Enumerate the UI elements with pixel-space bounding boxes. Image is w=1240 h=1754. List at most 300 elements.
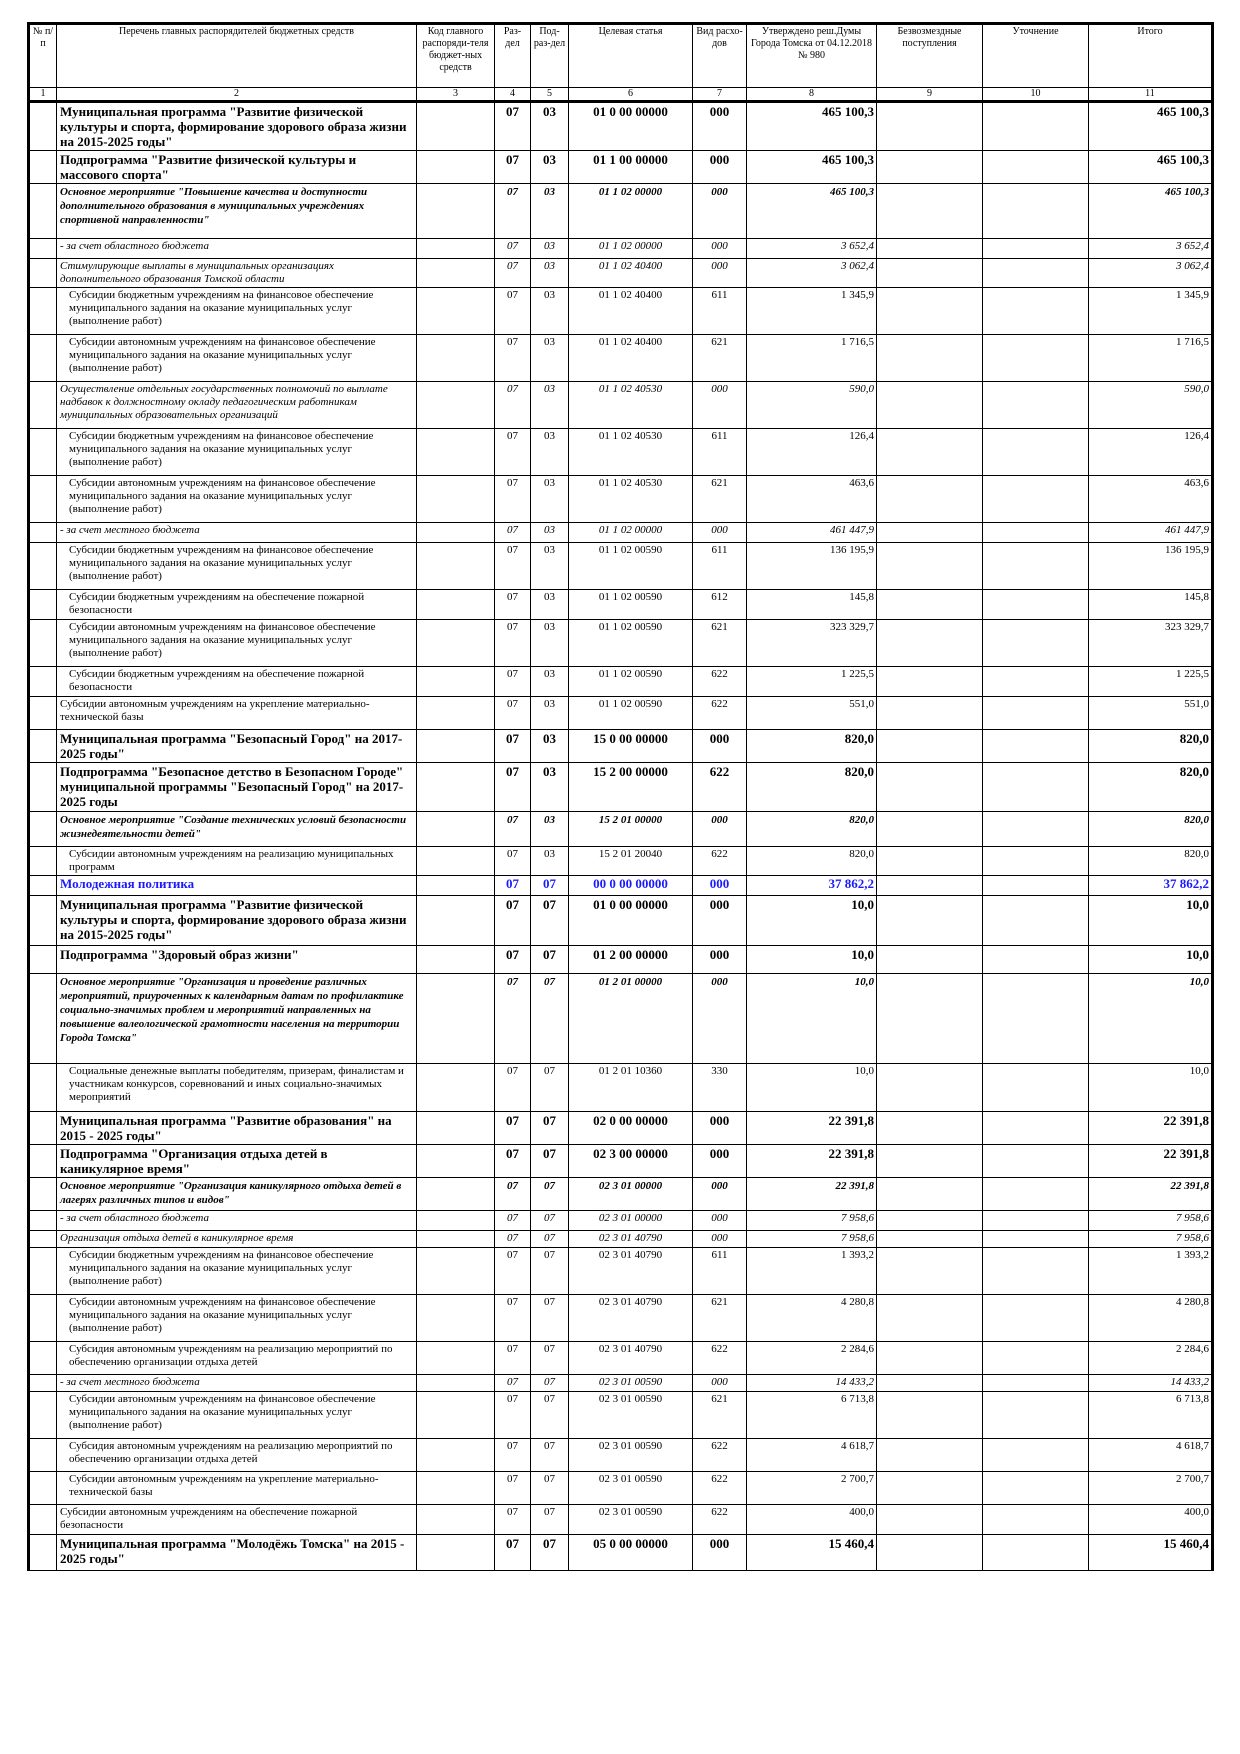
table-row <box>29 543 1213 590</box>
total-amount-cell: 590,0 <box>1089 382 1213 429</box>
header-cell: Код главного распоряди-теля бюджет-ных средств <box>417 24 495 88</box>
approved-amount-cell: 37 862,2 <box>747 876 877 896</box>
podrazdel-cell: 07 <box>531 1439 569 1472</box>
razdel-cell: 07 <box>495 335 531 382</box>
manager-code-cell <box>417 1178 495 1211</box>
approved-amount-cell: 4 618,7 <box>747 1439 877 1472</box>
razdel-cell: 07 <box>495 876 531 896</box>
adjustment-cell <box>983 382 1089 429</box>
row-number-cell <box>29 1112 57 1145</box>
adjustment-cell <box>983 876 1089 896</box>
item-name-cell: Молодежная политика <box>57 876 417 896</box>
podrazdel-cell: 07 <box>531 1342 569 1375</box>
target-article-cell: 01 1 02 00000 <box>569 239 693 259</box>
podrazdel-cell: 03 <box>531 543 569 590</box>
manager-code-cell <box>417 1211 495 1231</box>
grants-cell <box>877 1505 983 1535</box>
grants-cell <box>877 1248 983 1295</box>
manager-code-cell <box>417 523 495 543</box>
grants-cell <box>877 543 983 590</box>
razdel-cell: 07 <box>495 974 531 1064</box>
target-article-cell: 02 3 01 40790 <box>569 1231 693 1248</box>
total-amount-cell: 1 716,5 <box>1089 335 1213 382</box>
manager-code-cell <box>417 335 495 382</box>
podrazdel-cell: 07 <box>531 1178 569 1211</box>
target-article-cell: 01 1 02 40530 <box>569 476 693 523</box>
row-number-cell <box>29 102 57 151</box>
table-row <box>29 1248 1213 1295</box>
expense-type-cell: 000 <box>693 1535 747 1571</box>
razdel-cell: 07 <box>495 763 531 812</box>
row-number-cell <box>29 288 57 335</box>
razdel-cell: 07 <box>495 102 531 151</box>
expense-type-cell: 000 <box>693 1112 747 1145</box>
total-amount-cell: 14 433,2 <box>1089 1375 1213 1392</box>
podrazdel-cell: 03 <box>531 697 569 730</box>
grants-cell <box>877 523 983 543</box>
target-article-cell: 15 2 01 00000 <box>569 812 693 847</box>
target-article-cell: 02 0 00 00000 <box>569 1112 693 1145</box>
table-body <box>29 102 1213 1571</box>
column-number: 9 <box>877 88 983 102</box>
target-article-cell: 01 1 02 00590 <box>569 543 693 590</box>
expense-type-cell: 000 <box>693 523 747 543</box>
approved-amount-cell: 3 652,4 <box>747 239 877 259</box>
grants-cell <box>877 590 983 620</box>
total-amount-cell: 22 391,8 <box>1089 1145 1213 1178</box>
item-name-cell: Муниципальная программа "Безопасный Город" на 2017- 2025 годы" <box>57 730 417 763</box>
total-amount-cell: 37 862,2 <box>1089 876 1213 896</box>
manager-code-cell <box>417 590 495 620</box>
item-name-cell: Осуществление отдельных государственных полномочий по выплате надбавок к должностному окладу педагогическим работникам муниципальных образовательных организаций <box>57 382 417 429</box>
target-article-cell: 15 2 01 20040 <box>569 847 693 876</box>
item-name-cell: Субсидии автономным учреждениям на обеспечение пожарной безопасности <box>57 1505 417 1535</box>
grants-cell <box>877 1112 983 1145</box>
row-number-cell <box>29 382 57 429</box>
item-name-cell: Субсидии автономным учреждениям на финансовое обеспечение муниципального задания на оказание муниципальных услуг (выполнение работ) <box>57 1295 417 1342</box>
item-name-cell: Субсидии автономным учреждениям на финансовое обеспечение муниципального задания на оказание муниципальных услуг (выполнение работ) <box>57 476 417 523</box>
total-amount-cell: 7 958,6 <box>1089 1211 1213 1231</box>
expense-type-cell: 000 <box>693 382 747 429</box>
grants-cell <box>877 259 983 288</box>
expense-type-cell: 611 <box>693 543 747 590</box>
grants-cell <box>877 697 983 730</box>
manager-code-cell <box>417 620 495 667</box>
grants-cell <box>877 730 983 763</box>
grants-cell <box>877 1211 983 1231</box>
item-name-cell: Субсидии бюджетным учреждениям на финансовое обеспечение муниципального задания на оказание муниципальных услуг (выполнение работ) <box>57 543 417 590</box>
row-number-cell <box>29 974 57 1064</box>
manager-code-cell <box>417 876 495 896</box>
razdel-cell: 07 <box>495 946 531 974</box>
item-name-cell: Основное мероприятие "Организация и проведение различных мероприятий, приуроченных к календарным датам по профилактике социально-значимых проблем и мероприятий направленных на повышение валеологической грамотности населения на территории Города Томска" <box>57 974 417 1064</box>
razdel-cell: 07 <box>495 1535 531 1571</box>
podrazdel-cell: 07 <box>531 974 569 1064</box>
approved-amount-cell: 1 345,9 <box>747 288 877 335</box>
manager-code-cell <box>417 239 495 259</box>
adjustment-cell <box>983 667 1089 697</box>
razdel-cell: 07 <box>495 1145 531 1178</box>
row-number-cell <box>29 239 57 259</box>
header-cell: Безвозмездные поступления <box>877 24 983 88</box>
expense-type-cell: 000 <box>693 974 747 1064</box>
target-article-cell: 01 2 00 00000 <box>569 946 693 974</box>
expense-type-cell: 000 <box>693 812 747 847</box>
manager-code-cell <box>417 1295 495 1342</box>
adjustment-cell <box>983 1439 1089 1472</box>
total-amount-cell: 6 713,8 <box>1089 1392 1213 1439</box>
approved-amount-cell: 590,0 <box>747 382 877 429</box>
total-amount-cell: 323 329,7 <box>1089 620 1213 667</box>
total-amount-cell: 463,6 <box>1089 476 1213 523</box>
item-name-cell: Муниципальная программа "Развитие физической культуры и спорта, формирование здорового образа жизни на 2015-2025 годы" <box>57 102 417 151</box>
expense-type-cell: 612 <box>693 590 747 620</box>
target-article-cell: 01 1 02 40400 <box>569 259 693 288</box>
podrazdel-cell: 07 <box>531 896 569 946</box>
adjustment-cell <box>983 812 1089 847</box>
adjustment-cell <box>983 259 1089 288</box>
table-row <box>29 667 1213 697</box>
adjustment-cell <box>983 896 1089 946</box>
row-number-cell <box>29 1392 57 1439</box>
adjustment-cell <box>983 429 1089 476</box>
total-amount-cell: 465 100,3 <box>1089 184 1213 239</box>
manager-code-cell <box>417 1145 495 1178</box>
table-row <box>29 382 1213 429</box>
total-amount-cell: 7 958,6 <box>1089 1231 1213 1248</box>
approved-amount-cell: 145,8 <box>747 590 877 620</box>
adjustment-cell <box>983 1472 1089 1505</box>
grants-cell <box>877 1392 983 1439</box>
manager-code-cell <box>417 1439 495 1472</box>
razdel-cell: 07 <box>495 429 531 476</box>
item-name-cell: Субсидии бюджетным учреждениям на обеспечение пожарной безопасности <box>57 667 417 697</box>
approved-amount-cell: 7 958,6 <box>747 1231 877 1248</box>
podrazdel-cell: 03 <box>531 763 569 812</box>
manager-code-cell <box>417 667 495 697</box>
podrazdel-cell: 07 <box>531 1392 569 1439</box>
row-number-cell <box>29 763 57 812</box>
item-name-cell: Основное мероприятие "Повышение качества и доступности дополнительного образования в муниципальных учреждениях спортивной направленности" <box>57 184 417 239</box>
manager-code-cell <box>417 896 495 946</box>
total-amount-cell: 820,0 <box>1089 812 1213 847</box>
podrazdel-cell: 07 <box>531 1231 569 1248</box>
total-amount-cell: 820,0 <box>1089 730 1213 763</box>
razdel-cell: 07 <box>495 590 531 620</box>
manager-code-cell <box>417 730 495 763</box>
expense-type-cell: 000 <box>693 946 747 974</box>
grants-cell <box>877 382 983 429</box>
row-number-cell <box>29 1231 57 1248</box>
expense-type-cell: 622 <box>693 1472 747 1505</box>
item-name-cell: Субсидии автономным учреждениям на финансовое обеспечение муниципального задания на оказание муниципальных услуг (выполнение работ) <box>57 335 417 382</box>
target-article-cell: 01 1 02 00590 <box>569 590 693 620</box>
adjustment-cell <box>983 335 1089 382</box>
expense-type-cell: 622 <box>693 697 747 730</box>
grants-cell <box>877 847 983 876</box>
item-name-cell: - за счет местного бюджета <box>57 523 417 543</box>
target-article-cell: 02 3 01 00590 <box>569 1392 693 1439</box>
razdel-cell: 07 <box>495 151 531 184</box>
row-number-cell <box>29 697 57 730</box>
header-cell: Уточнение <box>983 24 1089 88</box>
total-amount-cell: 10,0 <box>1089 896 1213 946</box>
target-article-cell: 01 2 01 00000 <box>569 974 693 1064</box>
target-article-cell: 15 0 00 00000 <box>569 730 693 763</box>
razdel-cell: 07 <box>495 259 531 288</box>
manager-code-cell <box>417 1472 495 1505</box>
adjustment-cell <box>983 1178 1089 1211</box>
grants-cell <box>877 1178 983 1211</box>
approved-amount-cell: 820,0 <box>747 730 877 763</box>
target-article-cell: 15 2 00 00000 <box>569 763 693 812</box>
target-article-cell: 00 0 00 00000 <box>569 876 693 896</box>
total-amount-cell: 1 225,5 <box>1089 667 1213 697</box>
podrazdel-cell: 07 <box>531 876 569 896</box>
expense-type-cell: 000 <box>693 1231 747 1248</box>
header-cell: Утверждено реш.Думы Города Томска от 04.12.2018 № 980 <box>747 24 877 88</box>
approved-amount-cell: 7 958,6 <box>747 1211 877 1231</box>
razdel-cell: 07 <box>495 1342 531 1375</box>
podrazdel-cell: 03 <box>531 476 569 523</box>
row-number-cell <box>29 476 57 523</box>
grants-cell <box>877 102 983 151</box>
approved-amount-cell: 15 460,4 <box>747 1535 877 1571</box>
podrazdel-cell: 07 <box>531 946 569 974</box>
total-amount-cell: 10,0 <box>1089 974 1213 1064</box>
adjustment-cell <box>983 476 1089 523</box>
razdel-cell: 07 <box>495 697 531 730</box>
row-number-cell <box>29 1295 57 1342</box>
razdel-cell: 07 <box>495 1064 531 1112</box>
razdel-cell: 07 <box>495 184 531 239</box>
grants-cell <box>877 1231 983 1248</box>
podrazdel-cell: 07 <box>531 1248 569 1295</box>
table-row <box>29 876 1213 896</box>
podrazdel-cell: 03 <box>531 382 569 429</box>
expense-type-cell: 621 <box>693 476 747 523</box>
table-row <box>29 620 1213 667</box>
column-number: 5 <box>531 88 569 102</box>
target-article-cell: 02 3 01 00590 <box>569 1375 693 1392</box>
item-name-cell: Подпрограмма "Развитие физической культуры и массового спорта" <box>57 151 417 184</box>
table-row <box>29 812 1213 847</box>
adjustment-cell <box>983 590 1089 620</box>
table-row <box>29 974 1213 1064</box>
expense-type-cell: 621 <box>693 335 747 382</box>
approved-amount-cell: 1 225,5 <box>747 667 877 697</box>
expense-type-cell: 621 <box>693 1295 747 1342</box>
row-number-cell <box>29 523 57 543</box>
approved-amount-cell: 2 700,7 <box>747 1472 877 1505</box>
grants-cell <box>877 620 983 667</box>
podrazdel-cell: 07 <box>531 1211 569 1231</box>
adjustment-cell <box>983 288 1089 335</box>
podrazdel-cell: 03 <box>531 239 569 259</box>
manager-code-cell <box>417 259 495 288</box>
total-amount-cell: 2 284,6 <box>1089 1342 1213 1375</box>
column-number: 11 <box>1089 88 1213 102</box>
header-cell: Под-раз-дел <box>531 24 569 88</box>
podrazdel-cell: 03 <box>531 259 569 288</box>
row-number-cell <box>29 151 57 184</box>
adjustment-cell <box>983 239 1089 259</box>
expense-type-cell: 622 <box>693 1342 747 1375</box>
header-cell: № п/п <box>29 24 57 88</box>
row-number-cell <box>29 1064 57 1112</box>
razdel-cell: 07 <box>495 812 531 847</box>
item-name-cell: Субсидии бюджетным учреждениям на финансовое обеспечение муниципального задания на оказание муниципальных услуг (выполнение работ) <box>57 1248 417 1295</box>
approved-amount-cell: 461 447,9 <box>747 523 877 543</box>
razdel-cell: 07 <box>495 239 531 259</box>
approved-amount-cell: 22 391,8 <box>747 1112 877 1145</box>
adjustment-cell <box>983 1112 1089 1145</box>
table-row <box>29 335 1213 382</box>
grants-cell <box>877 1535 983 1571</box>
expense-type-cell: 611 <box>693 288 747 335</box>
adjustment-cell <box>983 697 1089 730</box>
razdel-cell: 07 <box>495 896 531 946</box>
manager-code-cell <box>417 543 495 590</box>
table-row <box>29 1392 1213 1439</box>
row-number-cell <box>29 184 57 239</box>
razdel-cell: 07 <box>495 667 531 697</box>
target-article-cell: 01 1 02 00000 <box>569 523 693 543</box>
target-article-cell: 01 1 02 40400 <box>569 335 693 382</box>
adjustment-cell <box>983 523 1089 543</box>
adjustment-cell <box>983 1375 1089 1392</box>
table-row <box>29 184 1213 239</box>
razdel-cell: 07 <box>495 1439 531 1472</box>
grants-cell <box>877 239 983 259</box>
table-row <box>29 730 1213 763</box>
podrazdel-cell: 07 <box>531 1112 569 1145</box>
approved-amount-cell: 400,0 <box>747 1505 877 1535</box>
approved-amount-cell: 4 280,8 <box>747 1295 877 1342</box>
razdel-cell: 07 <box>495 847 531 876</box>
manager-code-cell <box>417 697 495 730</box>
table-row <box>29 523 1213 543</box>
item-name-cell: Субсидии автономным учреждениям на финансовое обеспечение муниципального задания на оказание муниципальных услуг (выполнение работ) <box>57 1392 417 1439</box>
total-amount-cell: 1 393,2 <box>1089 1248 1213 1295</box>
adjustment-cell <box>983 946 1089 974</box>
expense-type-cell: 000 <box>693 1375 747 1392</box>
razdel-cell: 07 <box>495 1178 531 1211</box>
target-article-cell: 01 0 00 00000 <box>569 896 693 946</box>
adjustment-cell <box>983 102 1089 151</box>
row-number-cell <box>29 896 57 946</box>
podrazdel-cell: 03 <box>531 523 569 543</box>
grants-cell <box>877 184 983 239</box>
row-number-cell <box>29 847 57 876</box>
razdel-cell: 07 <box>495 730 531 763</box>
target-article-cell: 01 1 02 00590 <box>569 697 693 730</box>
table-row <box>29 429 1213 476</box>
razdel-cell: 07 <box>495 1472 531 1505</box>
approved-amount-cell: 14 433,2 <box>747 1375 877 1392</box>
podrazdel-cell: 07 <box>531 1145 569 1178</box>
manager-code-cell <box>417 382 495 429</box>
razdel-cell: 07 <box>495 288 531 335</box>
podrazdel-cell: 03 <box>531 847 569 876</box>
approved-amount-cell: 1 393,2 <box>747 1248 877 1295</box>
adjustment-cell <box>983 1231 1089 1248</box>
row-number-cell <box>29 1472 57 1505</box>
table-row <box>29 1342 1213 1375</box>
table-row <box>29 1178 1213 1211</box>
adjustment-cell <box>983 1211 1089 1231</box>
podrazdel-cell: 07 <box>531 1535 569 1571</box>
razdel-cell: 07 <box>495 620 531 667</box>
approved-amount-cell: 10,0 <box>747 896 877 946</box>
total-amount-cell: 820,0 <box>1089 763 1213 812</box>
target-article-cell: 02 3 01 40790 <box>569 1248 693 1295</box>
expense-type-cell: 000 <box>693 259 747 288</box>
row-number-cell <box>29 1375 57 1392</box>
item-name-cell: Муниципальная программа "Развитие образования" на 2015 - 2025 годы" <box>57 1112 417 1145</box>
adjustment-cell <box>983 1392 1089 1439</box>
target-article-cell: 05 0 00 00000 <box>569 1535 693 1571</box>
podrazdel-cell: 03 <box>531 620 569 667</box>
row-number-cell <box>29 1145 57 1178</box>
approved-amount-cell: 22 391,8 <box>747 1178 877 1211</box>
row-number-cell <box>29 1505 57 1535</box>
podrazdel-cell: 03 <box>531 812 569 847</box>
target-article-cell: 01 1 02 00590 <box>569 667 693 697</box>
adjustment-cell <box>983 1064 1089 1112</box>
adjustment-cell <box>983 1505 1089 1535</box>
approved-amount-cell: 10,0 <box>747 974 877 1064</box>
total-amount-cell: 1 345,9 <box>1089 288 1213 335</box>
razdel-cell: 07 <box>495 1505 531 1535</box>
grants-cell <box>877 1295 983 1342</box>
target-article-cell: 02 3 01 00590 <box>569 1505 693 1535</box>
column-number: 10 <box>983 88 1089 102</box>
approved-amount-cell: 2 284,6 <box>747 1342 877 1375</box>
manager-code-cell <box>417 946 495 974</box>
manager-code-cell <box>417 1535 495 1571</box>
razdel-cell: 07 <box>495 1231 531 1248</box>
razdel-cell: 07 <box>495 382 531 429</box>
column-number: 7 <box>693 88 747 102</box>
table-row <box>29 288 1213 335</box>
table-row <box>29 1505 1213 1535</box>
podrazdel-cell: 03 <box>531 590 569 620</box>
item-name-cell: Муниципальная программа "Развитие физической культуры и спорта, формирование здорового образа жизни на 2015-2025 годы" <box>57 896 417 946</box>
adjustment-cell <box>983 1295 1089 1342</box>
row-number-cell <box>29 812 57 847</box>
adjustment-cell <box>983 974 1089 1064</box>
grants-cell <box>877 1342 983 1375</box>
manager-code-cell <box>417 1375 495 1392</box>
grants-cell <box>877 667 983 697</box>
approved-amount-cell: 463,6 <box>747 476 877 523</box>
expense-type-cell: 622 <box>693 1439 747 1472</box>
adjustment-cell <box>983 730 1089 763</box>
column-number: 8 <box>747 88 877 102</box>
adjustment-cell <box>983 763 1089 812</box>
row-number-cell <box>29 876 57 896</box>
item-name-cell: Субсидии автономным учреждениям на укрепление материально-технической базы <box>57 697 417 730</box>
podrazdel-cell: 03 <box>531 335 569 382</box>
razdel-cell: 07 <box>495 543 531 590</box>
grants-cell <box>877 335 983 382</box>
grants-cell <box>877 1064 983 1112</box>
table-row <box>29 1211 1213 1231</box>
table-row <box>29 259 1213 288</box>
grants-cell <box>877 151 983 184</box>
manager-code-cell <box>417 429 495 476</box>
